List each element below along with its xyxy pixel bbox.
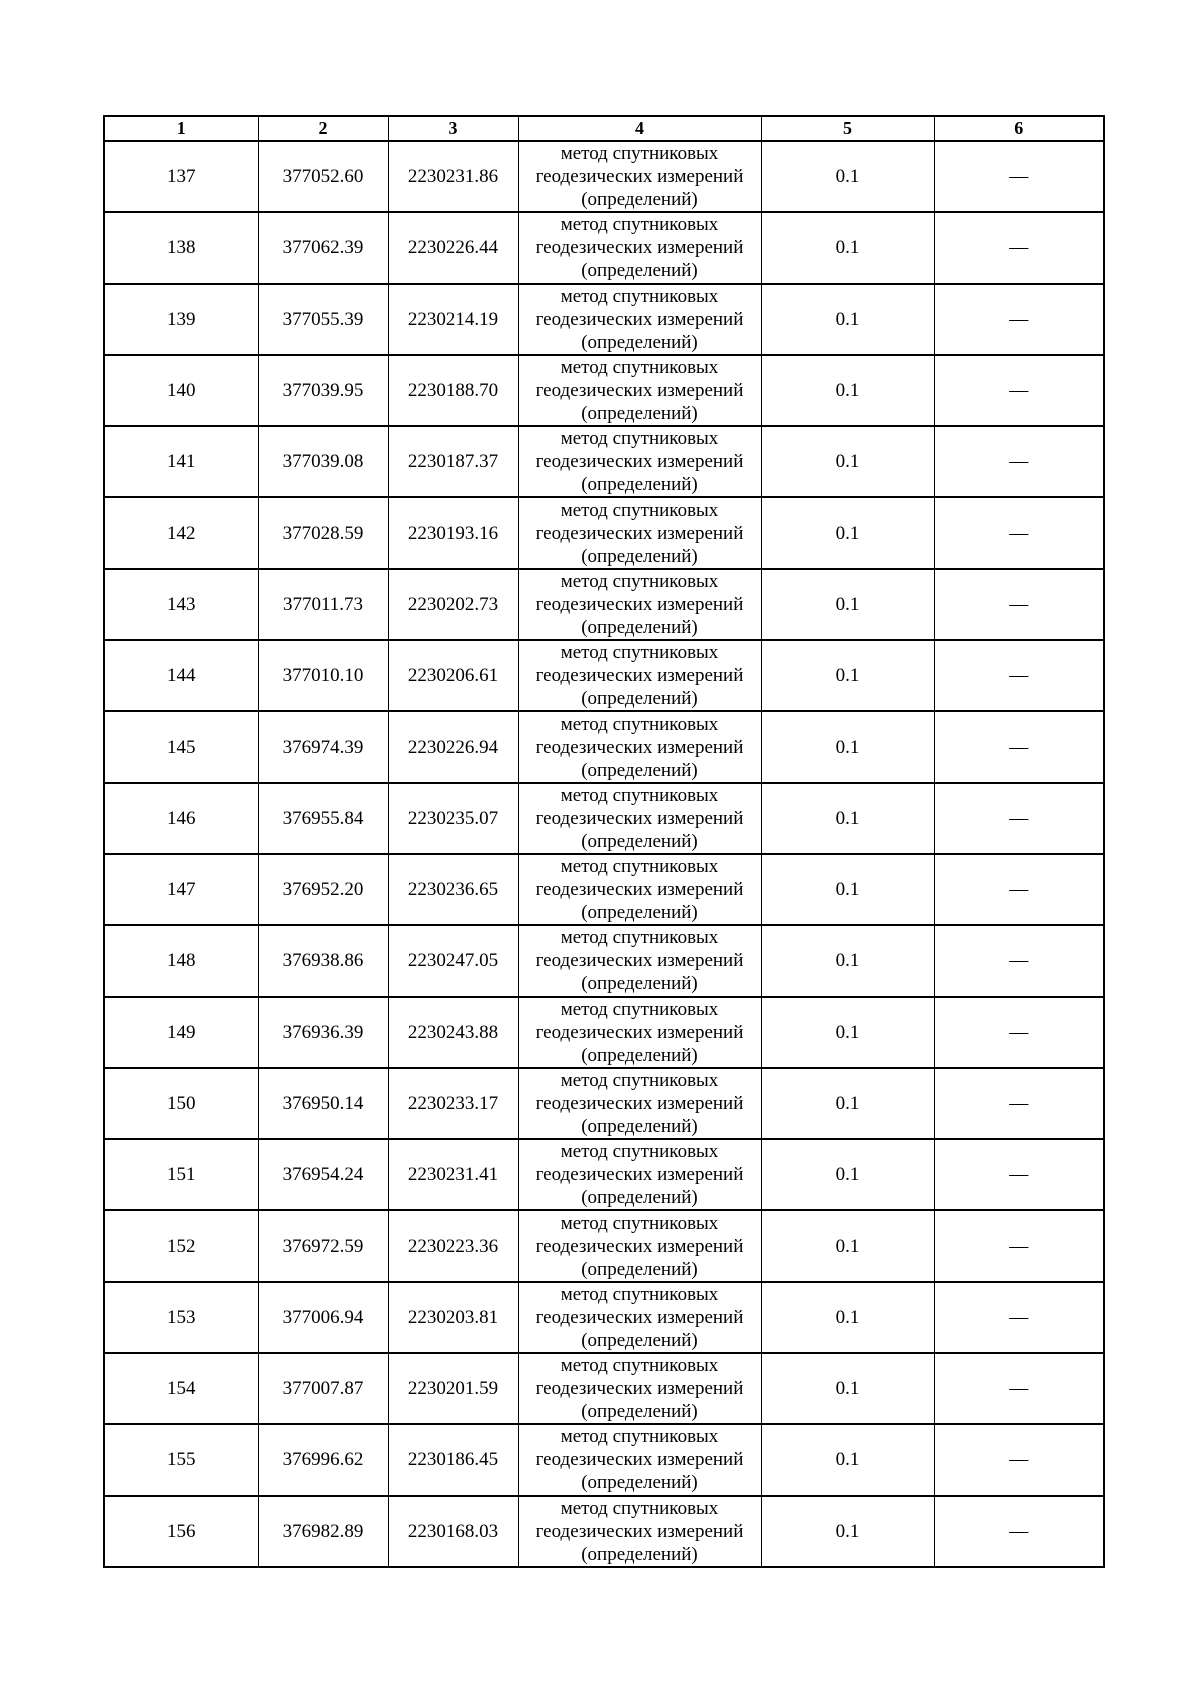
- coordinates-table: [103, 115, 1105, 1568]
- point-number-cell: 146: [104, 783, 258, 854]
- point-number-cell: 141: [104, 426, 258, 497]
- accuracy-cell: 0.1: [761, 1424, 934, 1495]
- accuracy-cell: 0.1: [761, 141, 934, 212]
- y-coordinate-cell: 2230223.36: [388, 1210, 518, 1281]
- point-number-cell: 155: [104, 1424, 258, 1495]
- accuracy-cell: 0.1: [761, 355, 934, 426]
- accuracy-cell: 0.1: [761, 1210, 934, 1281]
- x-coordinate-cell: 377052.60: [258, 141, 388, 212]
- x-coordinate-cell: 376954.24: [258, 1139, 388, 1210]
- point-number-cell: 151: [104, 1139, 258, 1210]
- note-cell: —: [934, 497, 1104, 568]
- method-line-1: метод спутниковых: [560, 784, 719, 806]
- accuracy-cell: 0.1: [761, 997, 934, 1068]
- table-row: [104, 497, 1104, 568]
- table-row: [104, 854, 1104, 925]
- y-coordinate-cell: 2230206.61: [388, 640, 518, 711]
- table-row: [104, 640, 1104, 711]
- method-line-2: геодезических измерений: [535, 950, 744, 972]
- method-line-2: геодезических измерений: [535, 593, 744, 615]
- table-row: [104, 1139, 1104, 1210]
- table-row: [104, 1068, 1104, 1139]
- table-row: [104, 355, 1104, 426]
- table-row: [104, 1353, 1104, 1424]
- method-line-2: геодезических измерений: [535, 1164, 744, 1186]
- accuracy-cell: 0.1: [761, 640, 934, 711]
- method-line-3: (определений): [581, 1472, 698, 1494]
- accuracy-cell: 0.1: [761, 1282, 934, 1353]
- method-line-3: (определений): [581, 759, 698, 781]
- note-cell: —: [934, 1353, 1104, 1424]
- method-line-2: геодезических измерений: [535, 807, 744, 829]
- method-line-1: метод спутниковых: [560, 1141, 719, 1163]
- method-cell: [518, 854, 761, 925]
- table-row: [104, 925, 1104, 996]
- x-coordinate-cell: 376938.86: [258, 925, 388, 996]
- y-coordinate-cell: 2230186.45: [388, 1424, 518, 1495]
- accuracy-cell: 0.1: [761, 1353, 934, 1424]
- method-cell: [518, 1496, 761, 1567]
- x-coordinate-cell: 376974.39: [258, 711, 388, 782]
- y-coordinate-cell: 2230235.07: [388, 783, 518, 854]
- accuracy-cell: 0.1: [761, 569, 934, 640]
- method-cell: [518, 783, 761, 854]
- y-coordinate-cell: 2230201.59: [388, 1353, 518, 1424]
- note-cell: —: [934, 141, 1104, 212]
- method-line-1: метод спутниковых: [560, 1070, 719, 1091]
- x-coordinate-cell: 376952.20: [258, 854, 388, 925]
- note-cell: —: [934, 1496, 1104, 1567]
- method-line-2: геодезических измерений: [535, 308, 744, 330]
- x-coordinate-cell: 377039.08: [258, 426, 388, 497]
- y-coordinate-cell: 2230202.73: [388, 569, 518, 640]
- method-cell: [518, 925, 761, 996]
- method-cell: [518, 569, 761, 640]
- method-line-1: метод спутниковых: [560, 1212, 719, 1234]
- point-number-cell: 153: [104, 1282, 258, 1353]
- note-cell: —: [934, 1139, 1104, 1210]
- method-line-2: геодезических измерений: [535, 1235, 744, 1257]
- note-cell: —: [934, 925, 1104, 996]
- accuracy-cell: 0.1: [761, 426, 934, 497]
- header-row: [104, 116, 1104, 141]
- header-cell-5: 5: [761, 116, 934, 141]
- method-line-1: метод спутниковых: [560, 143, 719, 165]
- accuracy-cell: 0.1: [761, 854, 934, 925]
- method-line-1: метод спутниковых: [560, 357, 719, 379]
- method-line-2: геодезических измерений: [535, 736, 744, 758]
- method-cell: [518, 997, 761, 1068]
- point-number-cell: 149: [104, 997, 258, 1068]
- method-line-2: геодезических измерений: [535, 1306, 744, 1328]
- method-line-2: геодезических измерений: [535, 1520, 744, 1542]
- note-cell: —: [934, 569, 1104, 640]
- y-coordinate-cell: 2230243.88: [388, 997, 518, 1068]
- note-cell: —: [934, 1282, 1104, 1353]
- header-cell-2: 2: [258, 116, 388, 141]
- x-coordinate-cell: 376972.59: [258, 1210, 388, 1281]
- method-cell: [518, 1068, 761, 1139]
- note-cell: —: [934, 1210, 1104, 1281]
- point-number-cell: 142: [104, 497, 258, 568]
- method-line-1: метод спутниковых: [560, 927, 719, 949]
- table-row: [104, 783, 1104, 854]
- method-line-1: метод спутниковых: [560, 713, 719, 735]
- point-number-cell: 150: [104, 1068, 258, 1139]
- header-cell-1: 1: [104, 116, 258, 141]
- method-line-2: геодезических измерений: [535, 451, 744, 473]
- method-line-3: (определений): [581, 331, 698, 353]
- x-coordinate-cell: 377011.73: [258, 569, 388, 640]
- method-line-3: (определений): [581, 1044, 698, 1066]
- table-row: [104, 426, 1104, 497]
- method-line-3: (определений): [581, 1543, 698, 1565]
- table-row: [104, 141, 1104, 212]
- x-coordinate-cell: 376936.39: [258, 997, 388, 1068]
- y-coordinate-cell: 2230187.37: [388, 426, 518, 497]
- method-line-1: метод спутниковых: [560, 428, 719, 450]
- point-number-cell: 143: [104, 569, 258, 640]
- method-line-2: геодезических измерений: [535, 380, 744, 402]
- note-cell: —: [934, 284, 1104, 355]
- note-cell: —: [934, 640, 1104, 711]
- y-coordinate-cell: 2230168.03: [388, 1496, 518, 1567]
- y-coordinate-cell: 2230231.86: [388, 141, 518, 212]
- method-line-1: метод спутниковых: [560, 214, 719, 236]
- y-coordinate-cell: 2230214.19: [388, 284, 518, 355]
- y-coordinate-cell: 2230233.17: [388, 1068, 518, 1139]
- method-line-3: (определений): [581, 1116, 698, 1137]
- header-cell-3: 3: [388, 116, 518, 141]
- method-line-2: геодезических измерений: [535, 665, 744, 687]
- method-line-1: метод спутниковых: [560, 1355, 719, 1377]
- method-line-2: геодезических измерений: [535, 1093, 744, 1114]
- y-coordinate-cell: 2230193.16: [388, 497, 518, 568]
- note-cell: —: [934, 854, 1104, 925]
- accuracy-cell: 0.1: [761, 783, 934, 854]
- x-coordinate-cell: 377007.87: [258, 1353, 388, 1424]
- method-line-3: (определений): [581, 403, 698, 425]
- table-row: [104, 284, 1104, 355]
- point-number-cell: 147: [104, 854, 258, 925]
- method-cell: [518, 497, 761, 568]
- method-cell: [518, 1139, 761, 1210]
- point-number-cell: 144: [104, 640, 258, 711]
- note-cell: —: [934, 212, 1104, 283]
- method-line-2: геодезических измерений: [535, 1378, 744, 1400]
- y-coordinate-cell: 2230226.94: [388, 711, 518, 782]
- method-line-1: метод спутниковых: [560, 285, 719, 307]
- header-cell-4: 4: [518, 116, 761, 141]
- x-coordinate-cell: 377062.39: [258, 212, 388, 283]
- y-coordinate-cell: 2230226.44: [388, 212, 518, 283]
- point-number-cell: 154: [104, 1353, 258, 1424]
- method-line-2: геодезических измерений: [535, 1021, 744, 1043]
- x-coordinate-cell: 377006.94: [258, 1282, 388, 1353]
- table-header: [104, 116, 1104, 141]
- y-coordinate-cell: 2230188.70: [388, 355, 518, 426]
- method-line-3: (определений): [581, 1329, 698, 1351]
- method-line-1: метод спутниковых: [560, 998, 719, 1020]
- note-cell: —: [934, 997, 1104, 1068]
- accuracy-cell: 0.1: [761, 284, 934, 355]
- method-line-1: метод спутниковых: [560, 642, 719, 664]
- point-number-cell: 140: [104, 355, 258, 426]
- x-coordinate-cell: 377028.59: [258, 497, 388, 568]
- y-coordinate-cell: 2230236.65: [388, 854, 518, 925]
- method-line-1: метод спутниковых: [560, 570, 719, 592]
- method-cell: [518, 1424, 761, 1495]
- x-coordinate-cell: 376950.14: [258, 1068, 388, 1139]
- point-number-cell: 138: [104, 212, 258, 283]
- header-cell-6: 6: [934, 116, 1104, 141]
- method-line-2: геодезических измерений: [535, 166, 744, 188]
- x-coordinate-cell: 377010.10: [258, 640, 388, 711]
- method-line-3: (определений): [581, 830, 698, 852]
- method-line-3: (определений): [581, 902, 698, 924]
- method-line-1: метод спутниковых: [560, 499, 719, 521]
- note-cell: —: [934, 1068, 1104, 1139]
- point-number-cell: 139: [104, 284, 258, 355]
- method-line-2: геодезических измерений: [535, 879, 744, 901]
- table-row: [104, 1424, 1104, 1495]
- method-cell: [518, 284, 761, 355]
- method-cell: [518, 711, 761, 782]
- table-row: [104, 1210, 1104, 1281]
- method-line-3: (определений): [581, 973, 698, 995]
- accuracy-cell: 0.1: [761, 1139, 934, 1210]
- method-line-1: метод спутниковых: [560, 856, 719, 878]
- method-line-2: геодезических измерений: [535, 237, 744, 259]
- table-row: [104, 997, 1104, 1068]
- note-cell: —: [934, 783, 1104, 854]
- note-cell: —: [934, 1424, 1104, 1495]
- table-row: [104, 212, 1104, 283]
- accuracy-cell: 0.1: [761, 212, 934, 283]
- method-cell: [518, 212, 761, 283]
- method-cell: [518, 426, 761, 497]
- point-number-cell: 152: [104, 1210, 258, 1281]
- x-coordinate-cell: 377039.95: [258, 355, 388, 426]
- accuracy-cell: 0.1: [761, 1496, 934, 1567]
- method-line-2: геодезических измерений: [535, 1449, 744, 1471]
- method-cell: [518, 640, 761, 711]
- method-line-3: (определений): [581, 688, 698, 710]
- method-line-3: (определений): [581, 474, 698, 496]
- method-line-3: (определений): [581, 1258, 698, 1280]
- table-row: [104, 711, 1104, 782]
- method-cell: [518, 1353, 761, 1424]
- method-line-3: (определений): [581, 616, 698, 638]
- x-coordinate-cell: 377055.39: [258, 284, 388, 355]
- x-coordinate-cell: 376996.62: [258, 1424, 388, 1495]
- method-line-1: метод спутниковых: [560, 1426, 719, 1448]
- method-line-3: (определений): [581, 189, 698, 211]
- y-coordinate-cell: 2230203.81: [388, 1282, 518, 1353]
- note-cell: —: [934, 711, 1104, 782]
- x-coordinate-cell: 376982.89: [258, 1496, 388, 1567]
- note-cell: —: [934, 355, 1104, 426]
- method-line-3: (определений): [581, 260, 698, 282]
- x-coordinate-cell: 376955.84: [258, 783, 388, 854]
- table-body: [104, 141, 1104, 1567]
- point-number-cell: 137: [104, 141, 258, 212]
- method-cell: [518, 1282, 761, 1353]
- point-number-cell: 145: [104, 711, 258, 782]
- y-coordinate-cell: 2230231.41: [388, 1139, 518, 1210]
- method-line-3: (определений): [581, 1187, 698, 1209]
- method-line-2: геодезических измерений: [535, 522, 744, 544]
- accuracy-cell: 0.1: [761, 1068, 934, 1139]
- table-row: [104, 569, 1104, 640]
- method-cell: [518, 1210, 761, 1281]
- accuracy-cell: 0.1: [761, 497, 934, 568]
- table-row: [104, 1496, 1104, 1567]
- method-cell: [518, 141, 761, 212]
- table-row: [104, 1282, 1104, 1353]
- y-coordinate-cell: 2230247.05: [388, 925, 518, 996]
- accuracy-cell: 0.1: [761, 925, 934, 996]
- point-number-cell: 148: [104, 925, 258, 996]
- note-cell: —: [934, 426, 1104, 497]
- method-line-3: (определений): [581, 545, 698, 567]
- method-line-1: метод спутниковых: [560, 1283, 719, 1305]
- point-number-cell: 156: [104, 1496, 258, 1567]
- method-line-3: (определений): [581, 1401, 698, 1423]
- accuracy-cell: 0.1: [761, 711, 934, 782]
- method-line-1: метод спутниковых: [560, 1497, 719, 1519]
- method-cell: [518, 355, 761, 426]
